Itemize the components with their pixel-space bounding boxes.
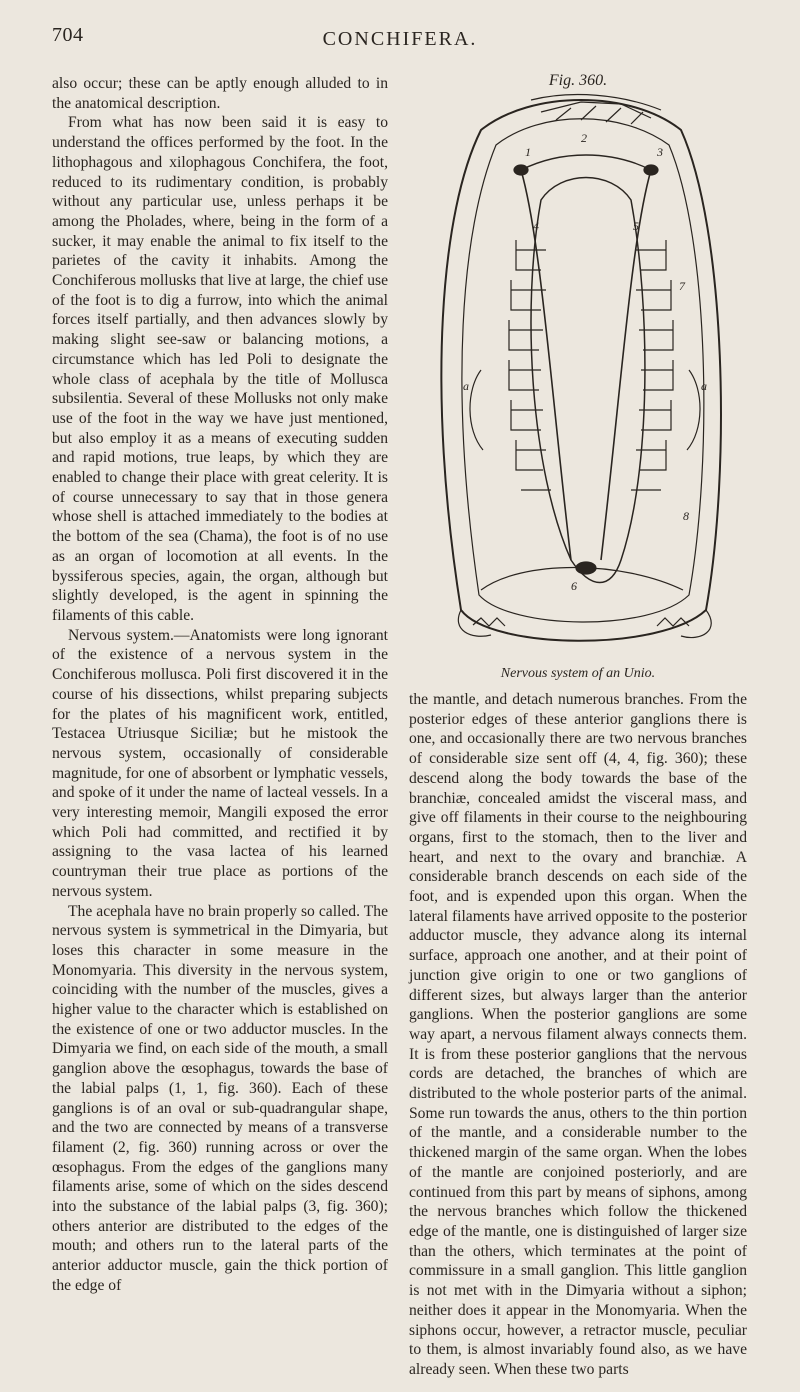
paragraph: also occur; these can be aptly enough alluded to in the anatomical description. <box>52 75 388 112</box>
page-header <box>0 18 800 58</box>
left-column <box>52 74 388 1296</box>
figure-label: Fig. 360. <box>548 72 608 89</box>
paragraph: the mantle, and detach numerous branches. From the posterior edges of these anterior ganglions there is one, and occasionally there are two nervous branches of considerable size sent off (4, 4, fig. 360); these descend along the body towards the base of the branchiæ, concealed amidst the visceral mass, and give off filaments in their course to the neighbouring organs, first to the stomach, then to the liver and heart, and next to the ovary and branchiæ. A considerable branch descends on each side of the foot, and is expended upon this organ. When the lateral filaments have arrived opposite to the posterior adductor muscle, they advance along its internal surface, approach one another, and at their point of junction give origin to one or two ganglions of different sizes, but always larger than the anterior ganglions. When the posterior ganglions are some way apart, a nervous filament always connects them. It is from these posterior ganglions that the nervous cords are detached, the branches of which are distributed to the whole posterior parts of the animal. Some run towards the anus, others to the thin portion of the mantle, and a considerable number to the thickened margin of the same organ. When the lobes of the mantle are conjoined posteriorly, and are continued from this part by means of siphons, among the nervous branches which follow the thickened edge of the mantle, one is distinguished of larger size than the others, which terminates at the point of commissure in a small ganglion. This little ganglion is not met with in the Dimyaria without a siphon; neither does it appear in the Monomyaria. When the siphons occur, however, a retractor muscle, peculiar to them, is almost invariably found also, as we have already seen. When these two parts <box>409 691 747 1378</box>
mark-a-left: a <box>463 379 469 393</box>
mark-7: 7 <box>679 279 685 293</box>
mark-3: 3 <box>657 145 663 159</box>
mark-1: 1 <box>525 145 531 159</box>
mark-a-right: a <box>701 379 707 393</box>
mark-5: 5 <box>633 219 639 233</box>
mark-8: 8 <box>683 509 689 523</box>
nervous-system-illustration <box>421 90 735 662</box>
mark-2: 2 <box>581 131 587 145</box>
figure-360 <box>409 72 747 690</box>
mark-6: 6 <box>571 579 577 593</box>
paragraph-nervous-system: Nervous system.—Anatomists were long ignorant of the existence of a nervous system in the Conchiferous mollusca. Poli first discovered it in the course of his dissections, whilst preparing subjects for the plates of his magnificent work, entitled, Testacea Utriusque Siciliæ; but he mistook the nervous system, occasionally of considerable magnitude, for one of absorbent or lymphatic vessels, and spoke of it under the name of lacteal vessels. In a very interesting memoir, Mangili exposed the error which Poli had committed, and rectified it by assigning to the vasa lactea of his learned countryman their true place as portions of the nervous system. <box>52 626 388 900</box>
paragraph: From what has now been said it is easy to understand the offices performed by the foot. In the lithophagous and xilophagous Conchifera, the foot, reduced to its rudimentary condition, is probably without any particular use, unless perhaps it be among the Pholades, where, being in the form of a sucker, it may enable the animal to fix itself to the parietes of the cavity it inhabits. Among the Conchiferous mollusks that live at large, the chief use of the foot is to dig a furrow, into which the animal forces itself partially, and then advances slowly by making slight see-saw or balancing motions, a circumstance which has led Poli to designate the whole class of acephala by the title of Mollusca subsilentia. Several of these Mollusks not only make use of the foot in the way we have just mentioned, but also employ it as a means of executing sudden and rapid motions, true leaps, by which they are enabled to change their place with great celerity. It is of course unnecessary to say that in those genera whose shell is attached immediately to the bodies at the bottom of the sea (Chama), the foot is of no use as an organ of locomotion at all events. In the byssiferous species, again, the organ, although but slightly developed, is the agent in spinning the filaments of this cable. <box>52 114 388 624</box>
mark-4: 4 <box>533 219 539 233</box>
figure-caption: Nervous system of an Unio. <box>500 666 656 681</box>
running-title: CONCHIFERA. <box>322 28 478 50</box>
page-number: 704 <box>52 24 84 46</box>
paragraph: The acephala have no brain properly so called. The nervous system is symmetrical in the Dimyaria, but loses this character in some measure in the Monomyaria. This diversity in the nervous system, coinciding with the number of the muscles, gives a higher value to the character which is established on the existence of one or two adductor muscles. In the Dimyaria we find, on each side of the mouth, a small ganglion above the œsophagus, towards the base of the labial palps (1, 1, fig. 360). Each of these ganglions is of an oval or sub-quadrangular shape, and the two are connected by means of a transverse filament (2, fig. 360) running across or over the œsophagus. From the edges of the ganglions many filaments arise, some of which on the sides descend into the substance of the labial palps (3, fig. 360); others anterior are distributed to the edges of the mouth; and others run to the lateral parts of the anterior adductor muscle, gain the thick portion of the edge of <box>52 902 388 1294</box>
right-column <box>409 690 747 1380</box>
